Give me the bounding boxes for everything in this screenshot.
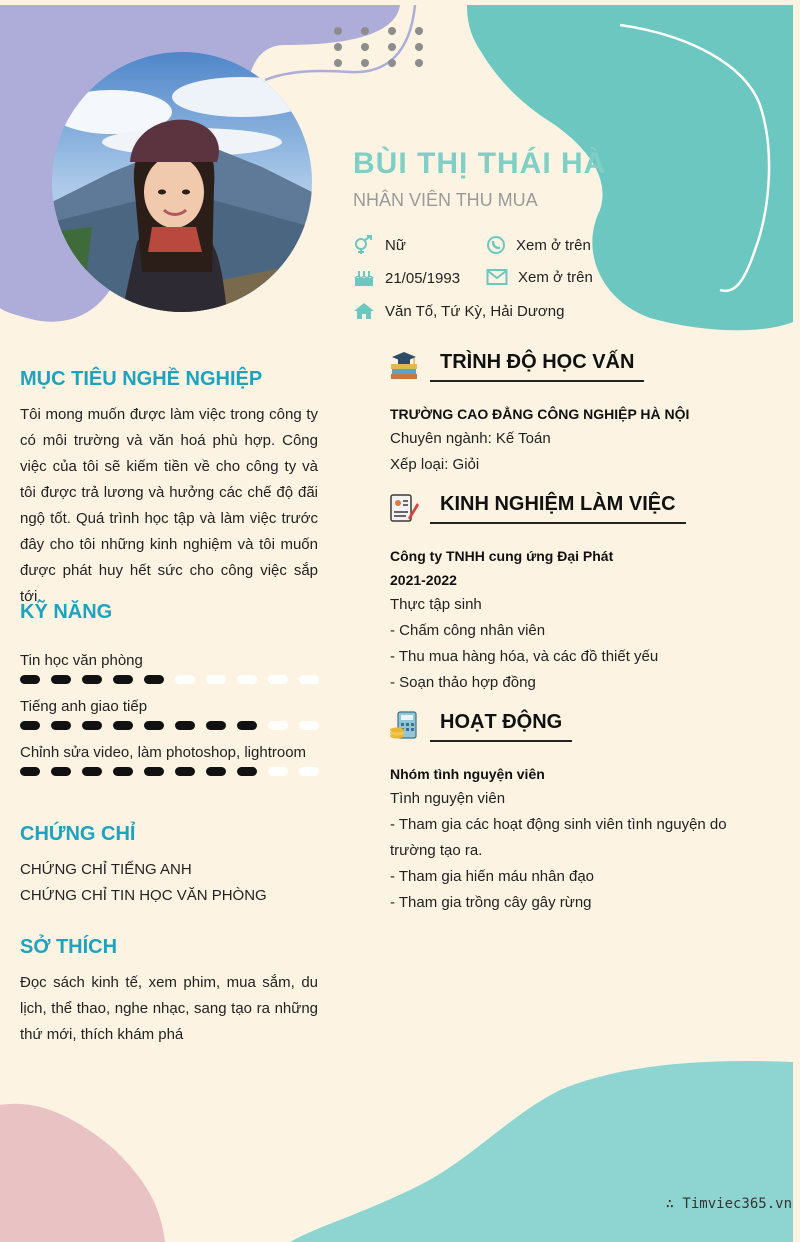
certificates-title: CHỨNG CHỈ bbox=[20, 823, 136, 845]
certificate-item: CHỨNG CHỈ TIN HỌC VĂN PHÒNG bbox=[20, 887, 267, 904]
skill-dash-empty bbox=[237, 675, 257, 684]
address-text: Văn Tố, Tứ Kỳ, Hải Dương bbox=[385, 302, 565, 320]
phone-icon bbox=[486, 235, 506, 255]
career-goal-text: Tôi mong muốn được làm việc trong công ty có môi trường và văn hoá phù hợp. Công việc của tôi sẽ kiếm tiền về cho công ty và tôi được trả lương và hưởng các chế độ đãi ngộ tốt. Quá trình học tập và làm việc trước đây cho tôi những kinh nghiệm và tôi muốn được phát huy hết sức cho công việc sắp tới. bbox=[20, 406, 318, 605]
skill-dash-filled bbox=[113, 675, 133, 684]
graduation-books-icon bbox=[388, 350, 420, 382]
skill-dash-filled bbox=[20, 721, 40, 730]
education-header bbox=[388, 350, 644, 382]
skill-dash-filled bbox=[206, 721, 226, 730]
experience-title: KINH NGHIỆM LÀM VIỆC bbox=[430, 493, 686, 524]
skill-dash-filled bbox=[206, 767, 226, 776]
skill-dash-filled bbox=[175, 721, 195, 730]
pink-blob bbox=[0, 1104, 165, 1242]
activity-bullet: - Tham gia hiến máu nhân đạo bbox=[390, 868, 595, 885]
skill-dash-empty bbox=[299, 767, 319, 776]
certificate-item: CHỨNG CHỈ TIẾNG ANH bbox=[20, 861, 192, 878]
skill-dash-filled bbox=[51, 721, 71, 730]
experience-bullet: - Chấm công nhân viên bbox=[390, 622, 546, 639]
career-goal-title: MỤC TIÊU NGHỀ NGHIỆP bbox=[20, 368, 263, 390]
home-icon bbox=[353, 301, 375, 321]
company-name: Công ty TNHH cung ứng Đại Phát bbox=[390, 548, 614, 564]
skill-dash-filled bbox=[144, 721, 164, 730]
skill-bar bbox=[20, 675, 320, 685]
activities-title: HOẠT ĐỘNG bbox=[430, 711, 572, 742]
activity-bullet: - Tham gia các hoạt động sinh viên tình nguyện do bbox=[390, 816, 727, 833]
resume-document-icon bbox=[388, 492, 420, 524]
contact-phone bbox=[486, 235, 591, 255]
skill-dash-filled bbox=[113, 767, 133, 776]
gender-icon bbox=[353, 235, 375, 255]
skill-dash-empty bbox=[268, 767, 288, 776]
skill-dash-filled bbox=[51, 767, 71, 776]
activities-header bbox=[388, 710, 572, 742]
skill-dash-filled bbox=[82, 675, 102, 684]
skill-dash-filled bbox=[20, 675, 40, 684]
skill-dash-filled bbox=[82, 721, 102, 730]
skill-dash-empty bbox=[175, 675, 195, 684]
gender-text: Nữ bbox=[385, 236, 406, 254]
watermark: ∴ Timviec365.vn bbox=[665, 1196, 792, 1212]
work-position: Thực tập sinh bbox=[390, 596, 482, 613]
birthday-text: 21/05/1993 bbox=[385, 269, 461, 287]
email-icon bbox=[486, 268, 508, 286]
birthday-cake-icon bbox=[353, 268, 375, 288]
experience-bullet: - Soạn thảo hợp đồng bbox=[390, 674, 536, 691]
profile-photo bbox=[52, 52, 312, 312]
skill-dash-empty bbox=[299, 675, 319, 684]
hobbies-text: Đọc sách kinh tế, xem phim, mua sắm, du lịch, thể thao, nghe nhạc, sang tạo ra những thứ mới, thích khám phá bbox=[20, 974, 318, 1043]
skill-dash-filled bbox=[20, 767, 40, 776]
contact-address bbox=[353, 301, 564, 321]
email-text: Xem ở trên bbox=[518, 268, 593, 286]
candidate-role: NHÂN VIÊN THU MUA bbox=[353, 190, 538, 210]
activity-bullet: - Tham gia trồng cây gây rừng bbox=[390, 894, 592, 911]
activity-bullet-continuation: trường tạo ra. bbox=[390, 842, 483, 859]
skill-label: Chỉnh sửa video, làm photoshop, lightroom bbox=[20, 744, 307, 761]
activity-role: Tình nguyện viên bbox=[390, 790, 506, 807]
skill-dash-empty bbox=[268, 675, 288, 684]
skill-label: Tiếng anh giao tiếp bbox=[20, 698, 148, 715]
skill-dash-filled bbox=[237, 721, 257, 730]
skill-dash-filled bbox=[144, 675, 164, 684]
skill-dash-filled bbox=[144, 767, 164, 776]
skill-dash-filled bbox=[82, 767, 102, 776]
school-name: TRƯỜNG CAO ĐẲNG CÔNG NGHIỆP HÀ NỘI bbox=[390, 406, 690, 422]
contact-email bbox=[486, 268, 593, 286]
skill-dash-empty bbox=[206, 675, 226, 684]
education-major: Chuyên ngành: Kế Toán bbox=[390, 430, 551, 447]
experience-header bbox=[388, 492, 686, 524]
education-grade: Xếp loại: Giỏi bbox=[390, 456, 480, 473]
skill-dash-filled bbox=[51, 675, 71, 684]
skill-bar bbox=[20, 721, 320, 731]
skill-dash-filled bbox=[113, 721, 133, 730]
education-title: TRÌNH ĐỘ HỌC VẤN bbox=[430, 351, 644, 382]
phone-text: Xem ở trên bbox=[516, 236, 591, 254]
calculator-coins-icon bbox=[388, 710, 420, 742]
skill-dash-filled bbox=[175, 767, 195, 776]
skill-dash-empty bbox=[299, 721, 319, 730]
candidate-name: BÙI THỊ THÁI HÀ bbox=[353, 147, 607, 180]
skill-dash-empty bbox=[268, 721, 288, 730]
work-period: 2021-2022 bbox=[390, 572, 457, 588]
contact-birthday bbox=[353, 268, 460, 288]
experience-bullet: - Thu mua hàng hóa, và các đồ thiết yếu bbox=[390, 648, 659, 665]
teal-blob-bottom bbox=[290, 1061, 793, 1242]
skills-title: KỸ NĂNG bbox=[20, 601, 113, 623]
contact-gender bbox=[353, 235, 406, 255]
hobbies-title: SỞ THÍCH bbox=[20, 936, 118, 958]
skill-bar bbox=[20, 767, 320, 777]
activity-org: Nhóm tình nguyện viên bbox=[390, 766, 545, 782]
skill-dash-filled bbox=[237, 767, 257, 776]
skill-label: Tin học văn phòng bbox=[20, 652, 143, 669]
